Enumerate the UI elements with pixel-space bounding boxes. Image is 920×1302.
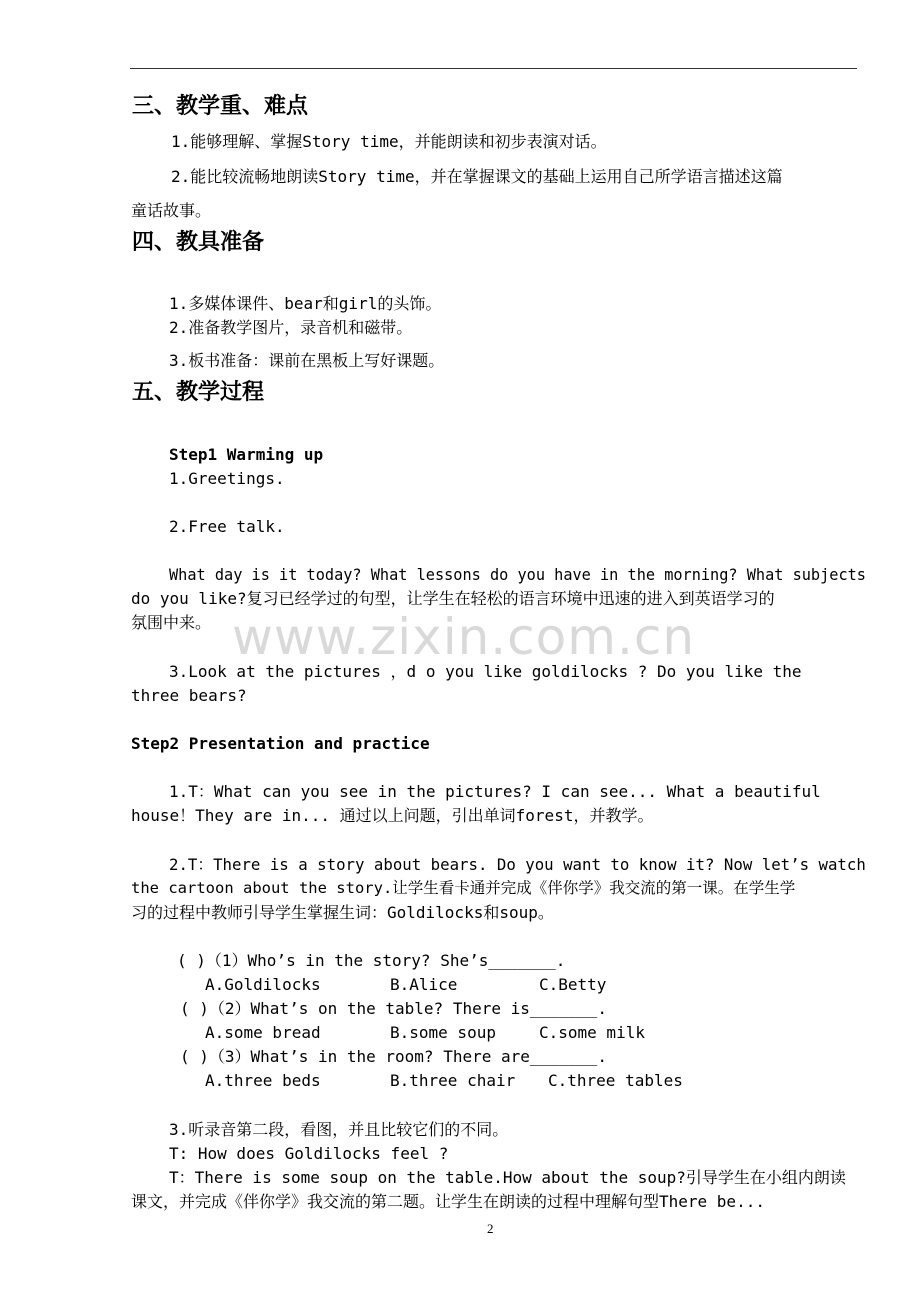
header-rule	[130, 68, 857, 69]
t2-line-1: 2.T：There is a story about bears. Do you want to know it? Now let’s watch	[169, 855, 866, 874]
quiz-2-option-a: A.some bread	[205, 1023, 321, 1042]
soup-line-1: T：There is some soup on the table.How about the soup?引导学生在小组内朗读	[169, 1168, 846, 1187]
s4-item-3: 3.板书准备：课前在黑板上写好课题。	[169, 351, 445, 370]
free-talk-q1: What day is it today? What lessons do you have in the morning? What subjects	[169, 565, 866, 584]
s3-item-1: 1.能够理解、掌握Story time，并能朗读和初步表演对话。	[171, 132, 607, 151]
page-number: 2	[487, 1221, 494, 1236]
section-4-heading: 四、教具准备	[132, 230, 265, 255]
quiz-3-option-c: C.three tables	[548, 1071, 683, 1090]
free-talk-q3: 氛围中来。	[131, 613, 212, 632]
quiz-2-option-b: B.some soup	[390, 1023, 496, 1042]
s3-item-2: 2.能比较流畅地朗读Story time，并在掌握课文的基础上运用自己所学语言描述这篇	[171, 167, 783, 186]
quiz-1-option-a: A.Goldilocks	[205, 975, 321, 994]
step2-heading: Step2 Presentation and practice	[131, 734, 430, 753]
watermark: www.zixin.com.cn	[232, 608, 696, 666]
quiz-1-option-c: C.Betty	[539, 975, 607, 994]
t2-line-2: the cartoon about the story.让学生看卡通并完成《伴你学》我交流的第一课。在学生学	[131, 879, 796, 897]
feel-question: T: How does Goldilocks feel ?	[169, 1144, 449, 1163]
step1-heading: Step1 Warming up	[169, 445, 324, 464]
quiz-3-option-b: B.three chair	[390, 1071, 516, 1090]
look-line-2: three bears?	[131, 686, 247, 705]
section-3-heading: 三、教学重、难点	[132, 94, 309, 119]
quiz-question-3: ( )（3）What’s in the room? There are_______.	[180, 1047, 607, 1066]
t1-line-1: 1.T：What can you see in the pictures? I can see... What a beautiful	[169, 782, 821, 801]
listen-line: 3.听录音第二段，看图，并且比较它们的不同。	[169, 1120, 509, 1139]
soup-line-2: 课文，并完成《伴你学》我交流的第二题。让学生在朗读的过程中理解句型There be...	[131, 1192, 765, 1211]
t2-line-3: 习的过程中教师引导学生掌握生词：Goldilocks和soup。	[131, 903, 554, 922]
greetings: 1.Greetings.	[169, 469, 285, 488]
t1-line-2: house！They are in... 通过以上问题，引出单词forest，并教学。	[131, 806, 654, 825]
s3-item-2-cont: 童话故事。	[131, 201, 212, 220]
quiz-2-option-c: C.some milk	[539, 1023, 645, 1042]
quiz-3-option-a: A.three beds	[205, 1071, 321, 1090]
look-line-1: 3.Look at the pictures ，d o you like goldilocks ? Do you like the	[169, 662, 802, 681]
quiz-question-2: ( )（2）What’s on the table? There is_______.	[180, 999, 607, 1018]
free-talk: 2.Free talk.	[169, 517, 285, 536]
quiz-question-1: ( )（1）Who’s in the story? She’s_______.	[177, 951, 566, 970]
quiz-1-option-b: B.Alice	[390, 975, 458, 994]
free-talk-q2: do you like?复习已经学过的句型，让学生在轻松的语言环境中迅速的进入到英语学习的	[131, 589, 775, 608]
s4-item-1: 1.多媒体课件、bear和girl的头饰。	[169, 294, 442, 313]
section-5-heading: 五、教学过程	[132, 380, 265, 405]
s4-item-2: 2.准备教学图片，录音机和磁带。	[169, 318, 413, 337]
